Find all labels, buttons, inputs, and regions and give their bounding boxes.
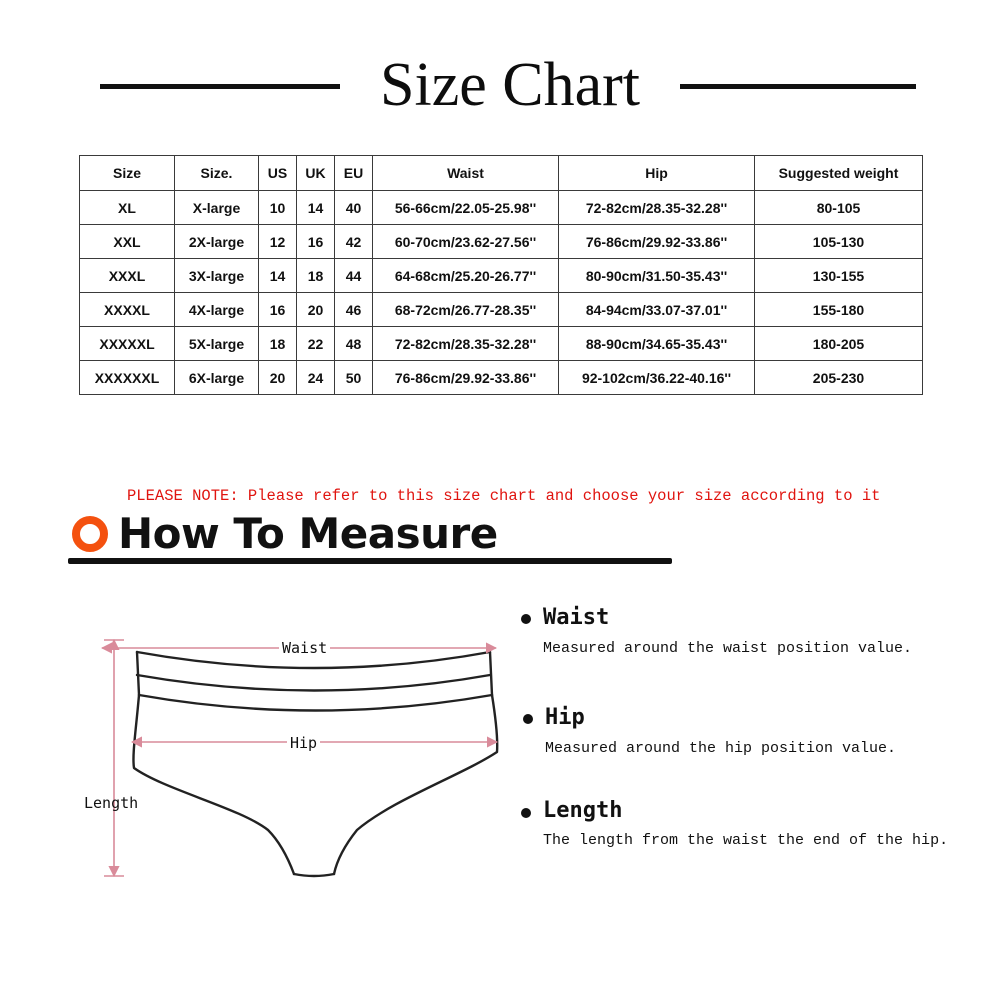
size-note: PLEASE NOTE: Please refer to this size chart and choose your size according to it — [127, 487, 881, 505]
table-row — [80, 327, 923, 361]
briefs-left-side — [133, 695, 294, 874]
table-cell: 56-66cm/22.05-25.98'' — [373, 191, 559, 225]
table-cell: 16 — [259, 293, 297, 327]
table-cell: 180-205 — [755, 327, 923, 361]
title-rule-right — [680, 84, 916, 89]
table-cell: 3X-large — [175, 259, 259, 293]
table-cell: 18 — [297, 259, 335, 293]
table-cell: 80-105 — [755, 191, 923, 225]
table-cell: 24 — [297, 361, 335, 395]
table-cell: 84-94cm/33.07-37.01'' — [559, 293, 755, 327]
table-row — [80, 225, 923, 259]
table-cell: 4X-large — [175, 293, 259, 327]
table-cell: 76-86cm/29.92-33.86'' — [559, 225, 755, 259]
table-cell: 46 — [335, 293, 373, 327]
header-size-name: Size. — [175, 156, 259, 191]
table-cell: 50 — [335, 361, 373, 395]
table-header-row — [80, 156, 923, 191]
table-cell: 72-82cm/28.35-32.28'' — [559, 191, 755, 225]
measure-desc-waist: Measured around the waist position value. — [543, 640, 913, 657]
table-cell: 48 — [335, 327, 373, 361]
table-row — [80, 191, 923, 225]
table-cell: 22 — [297, 327, 335, 361]
table-row — [80, 293, 923, 327]
bullet-icon — [523, 714, 533, 724]
table-row — [80, 259, 923, 293]
diagram-label-hip: Hip — [287, 734, 320, 752]
table-cell: 205-230 — [755, 361, 923, 395]
table-cell: XXL — [80, 225, 175, 259]
table-cell: 130-155 — [755, 259, 923, 293]
measure-title-length: Length — [543, 798, 623, 823]
table-cell: 18 — [259, 327, 297, 361]
waistband-bottom — [139, 695, 492, 711]
header-hip: Hip — [559, 156, 755, 191]
section-heading: How To Measure — [118, 509, 498, 558]
table-cell: 20 — [259, 361, 297, 395]
bullet-icon — [521, 808, 531, 818]
table-cell: 60-70cm/23.62-27.56'' — [373, 225, 559, 259]
table-cell: 14 — [259, 259, 297, 293]
measure-desc-length: The length from the waist the end of the hip. — [543, 832, 949, 849]
table-cell: 42 — [335, 225, 373, 259]
header-eu: EU — [335, 156, 373, 191]
bullet-icon — [521, 614, 531, 624]
table-cell: 105-130 — [755, 225, 923, 259]
table-cell: 10 — [259, 191, 297, 225]
table-cell: 92-102cm/36.22-40.16'' — [559, 361, 755, 395]
measure-title-waist: Waist — [543, 605, 610, 630]
table-cell: 14 — [297, 191, 335, 225]
table-cell: XXXL — [80, 259, 175, 293]
table-cell: 44 — [335, 259, 373, 293]
header-suggested-weight: Suggested weight — [755, 156, 923, 191]
briefs-right-side — [334, 695, 497, 874]
table-cell: 155-180 — [755, 293, 923, 327]
diagram-label-length: Length — [84, 794, 139, 812]
table-cell: 76-86cm/29.92-33.86'' — [373, 361, 559, 395]
table-row — [80, 361, 923, 395]
measure-desc-hip: Measured around the hip position value. — [545, 740, 897, 757]
size-chart-table — [79, 155, 923, 395]
table-cell: XXXXXXL — [80, 361, 175, 395]
table-cell: 20 — [297, 293, 335, 327]
table-cell: 80-90cm/31.50-35.43'' — [559, 259, 755, 293]
header-waist: Waist — [373, 156, 559, 191]
table-cell: 5X-large — [175, 327, 259, 361]
table-cell: 40 — [335, 191, 373, 225]
table-cell: 2X-large — [175, 225, 259, 259]
page-title: Size Chart — [380, 51, 640, 119]
measure-title-hip: Hip — [545, 705, 585, 730]
heading-underline — [68, 558, 672, 564]
header-uk: UK — [297, 156, 335, 191]
table-cell: 12 — [259, 225, 297, 259]
header-size: Size — [80, 156, 175, 191]
table-cell: 6X-large — [175, 361, 259, 395]
table-cell: 88-90cm/34.65-35.43'' — [559, 327, 755, 361]
table-cell: X-large — [175, 191, 259, 225]
circle-bullet-icon — [72, 516, 108, 552]
header-us: US — [259, 156, 297, 191]
waistband-right-edge — [490, 652, 492, 695]
table-cell: 68-72cm/26.77-28.35'' — [373, 293, 559, 327]
table-cell: 64-68cm/25.20-26.77'' — [373, 259, 559, 293]
table-cell: XL — [80, 191, 175, 225]
waistband-lower — [137, 675, 490, 691]
table-cell: XXXXXL — [80, 327, 175, 361]
table-cell: 72-82cm/28.35-32.28'' — [373, 327, 559, 361]
title-rule-left — [100, 84, 340, 89]
table-cell: 16 — [297, 225, 335, 259]
waistband-left-edge — [137, 652, 139, 695]
diagram-label-waist: Waist — [279, 639, 330, 657]
briefs-crotch — [294, 874, 334, 876]
table-cell: XXXXL — [80, 293, 175, 327]
